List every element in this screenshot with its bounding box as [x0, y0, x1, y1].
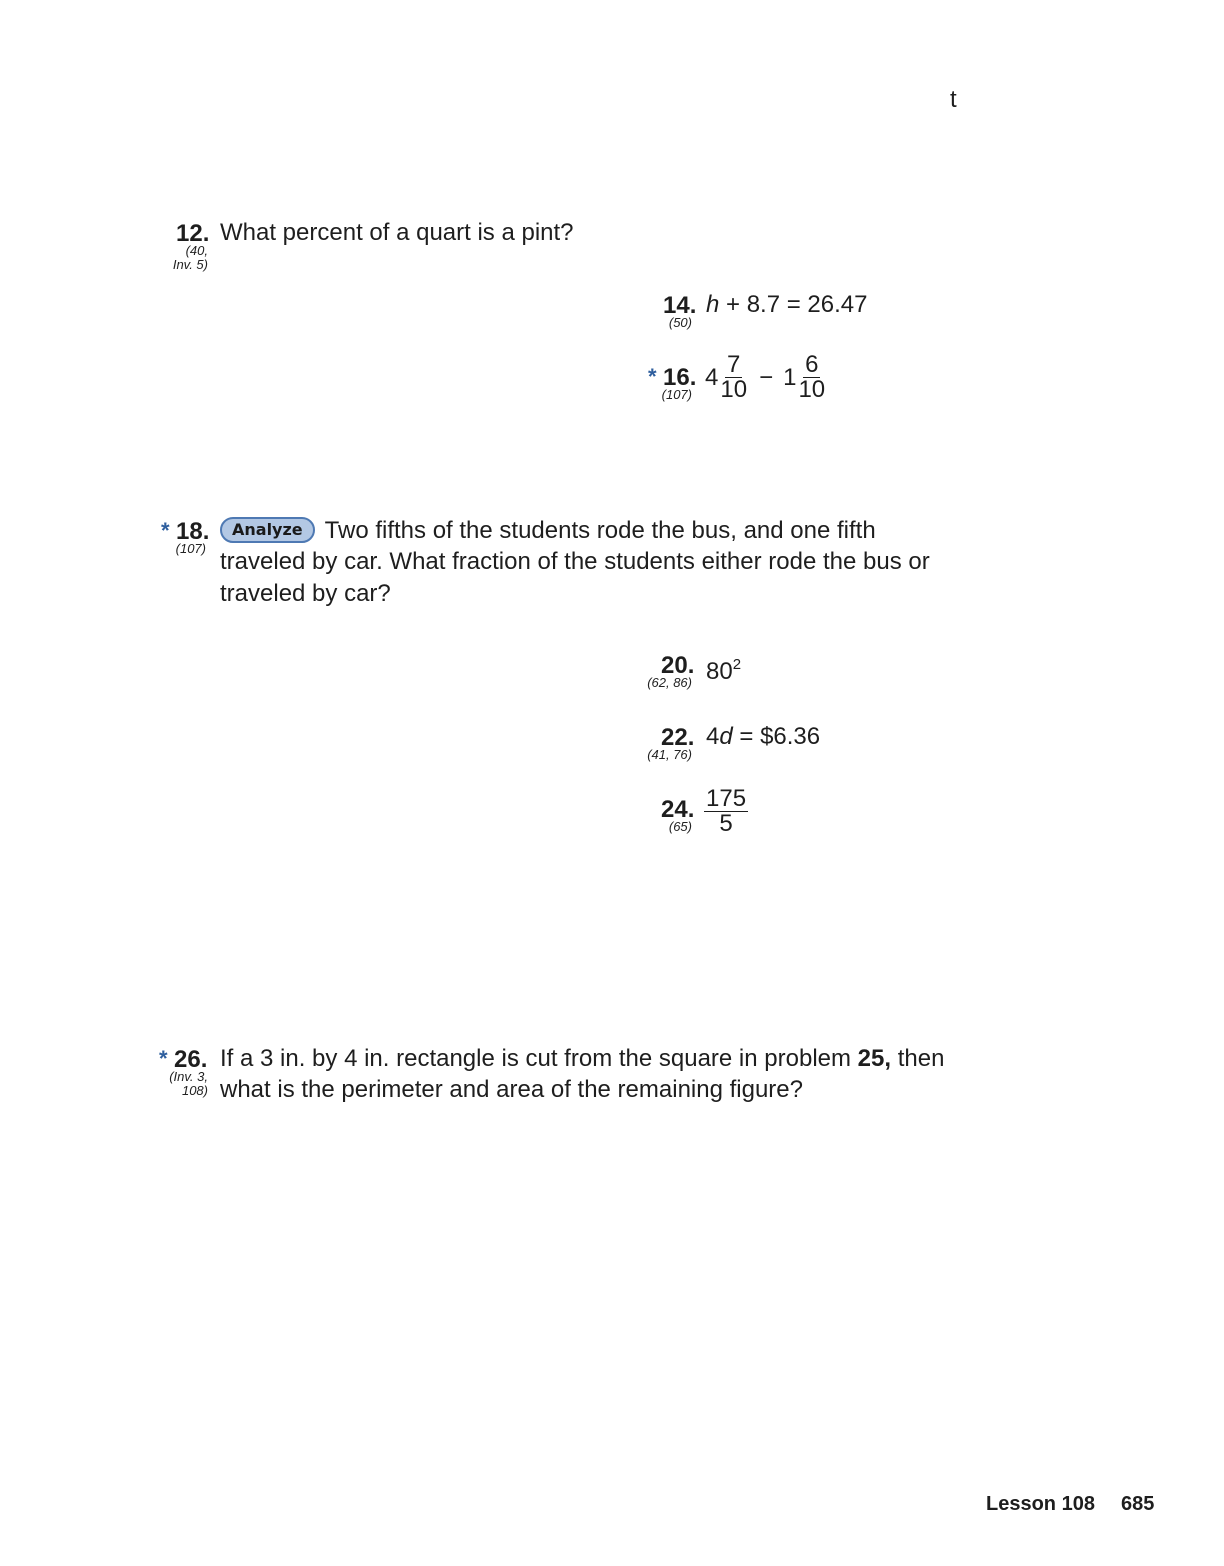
problem-text: What percent of a quart is a pint? [220, 219, 574, 246]
problem-text-line-2: traveled by car. What fraction of the students either rode the bus or [220, 548, 930, 575]
problem-number: 16. [663, 364, 697, 391]
problem-number: 20. [661, 652, 695, 679]
problem-reference: (107) [661, 387, 692, 402]
page-footer [986, 1493, 1154, 1516]
mixed-number-expression: 4 $\frac{7}{10}$ − 1 $\frac{6}{10}$ [705, 351, 826, 403]
problem-reference: (Inv. 3, 108) [169, 1069, 208, 1098]
lesson-label: Lesson 108 [986, 1493, 1095, 1515]
analyze-badge: Analyze [220, 517, 315, 543]
equation: h + 8.7 = 26.47 [706, 291, 868, 318]
fraction: $\frac{6}{10}$ [798, 351, 826, 403]
division-fraction: $\frac{175}{5}$ [706, 785, 747, 837]
fraction: $\frac{7}{10}$ [720, 351, 748, 403]
problem-text-line-1: Analyze Two fifths of the students rode the bus, and one fifth [220, 515, 876, 547]
problem-text-line-1: If a 3 in. by 4 in. rectangle is cut from the square in problem 25, then [220, 1045, 945, 1072]
problem-text-line-3: traveled by car? [220, 580, 391, 607]
corner-mark: t [950, 86, 957, 113]
star-icon: * [161, 518, 170, 543]
problem-number: 14. [663, 292, 697, 319]
equation: 4d = $6.36 [706, 723, 821, 750]
problem-number: 12. [176, 220, 210, 247]
page-number: 685 [1120, 1493, 1155, 1515]
problem-number: 22. [661, 724, 695, 751]
problem-reference: (62, 86) [647, 675, 692, 690]
problem-number: 18. [176, 518, 210, 545]
problem-reference: (107) [175, 541, 206, 556]
problem-reference: (65) [668, 819, 692, 834]
problem-reference: (41, 76) [647, 747, 692, 762]
problem-number: 24. [661, 796, 695, 823]
problem-number: 26. [174, 1046, 208, 1073]
power-expression: $80^2$ [706, 656, 742, 685]
problem-text-line-2: what is the perimeter and area of the remaining figure? [220, 1076, 803, 1103]
problem-reference: (40, Inv. 5) [172, 243, 208, 272]
star-icon: * [648, 364, 657, 389]
problem-reference: (50) [668, 315, 692, 330]
star-icon: * [159, 1046, 168, 1071]
